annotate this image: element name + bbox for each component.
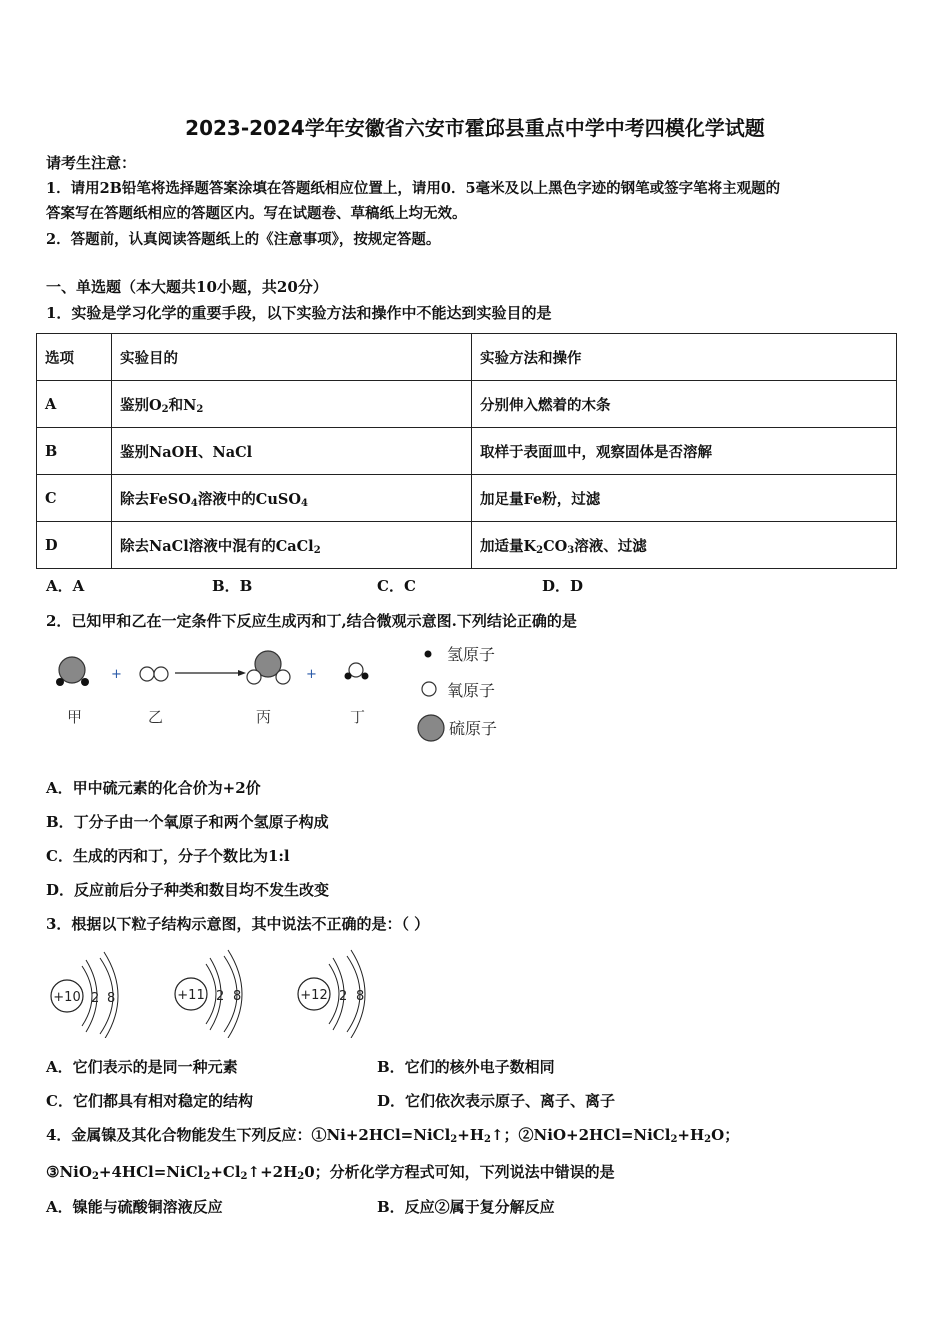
q2-option-b: B．丁分子由一个氧原子和两个氢原子构成	[46, 813, 329, 831]
molecule-ding	[345, 663, 369, 680]
plus-sign: +	[111, 667, 122, 682]
table-row	[37, 381, 897, 428]
q3-option-a: A．它们表示的是同一种元素	[46, 1058, 238, 1076]
oxygen-atom-icon	[276, 670, 290, 684]
electrons-shell-2: 8	[356, 989, 365, 1004]
q4-stem-line-1: 4．金属镍及其化合物能发生下列反应：$①Ni+2HCl=NiCl_2+H_2↑$；$②NiO+2HCl=NiCl_2+H_2O$；	[46, 1126, 740, 1145]
row-option: D	[37, 522, 112, 569]
legend-hydrogen-icon	[425, 651, 432, 658]
legend-oxygen-label: 氧原子	[447, 681, 496, 700]
q1-stem: 1．实验是学习化学的重要手段，以下实验方法和操作中不能达到实验目的是	[46, 304, 552, 322]
legend-sulfur-icon	[418, 715, 444, 741]
q4-stem-line-2: $③NiO_2+4HCl=NiCl_2+Cl_2↑+2H_20$；分析化学方程式可知，下列说法中错误的是	[46, 1163, 615, 1182]
legend-hydrogen-label: 氢原子	[447, 645, 496, 664]
notice-line-2: 答案写在答题纸相应的答题区内。写在试题卷、草稿纸上均无效。	[46, 205, 467, 222]
row-aim: 除去NaCl溶液中混有的CaCl$_2$	[112, 522, 472, 569]
table-header: 实验目的	[112, 334, 472, 381]
notice-line-3: 2．答题前，认真阅读答题纸上的《注意事项》，按规定答题。	[46, 231, 441, 248]
page-title: 2023-2024学年安徽省六安市霍邱县重点中学中考四模化学试题	[185, 116, 765, 140]
reaction-diagram	[40, 640, 520, 750]
label-jia: 甲	[67, 708, 83, 726]
table-row	[37, 428, 897, 475]
q3-option-c: C．它们都具有相对稳定的结构	[46, 1092, 253, 1110]
row-method: 加足量Fe粉，过滤	[472, 475, 897, 522]
nucleus-charge: +10	[53, 990, 81, 1005]
q3-stem: 3．根据以下粒子结构示意图，其中说法不正确的是：（ ）	[46, 915, 430, 933]
molecule-bing	[247, 651, 290, 684]
q4-option-a: A．镍能与硫酸铜溶液反应	[46, 1198, 223, 1216]
plus-sign: +	[306, 667, 317, 682]
notice-heading: 请考生注意：	[46, 154, 137, 172]
sulfur-atom-icon	[59, 657, 85, 683]
ion-structure-1	[51, 952, 118, 1038]
electrons-shell-1: 2	[339, 989, 348, 1004]
hydrogen-atom-icon	[345, 673, 352, 680]
q3-option-b: B．它们的核外电子数相同	[377, 1058, 555, 1076]
q1-option-b: B．B	[212, 577, 253, 595]
row-option: B	[37, 428, 112, 475]
hydrogen-atom-icon	[81, 678, 89, 686]
section-heading: 一、单选题（本大题共10小题，共20分）	[46, 278, 328, 296]
row-method: 取样于表面皿中，观察固体是否溶解	[472, 428, 897, 475]
ion-structure-3	[298, 950, 365, 1038]
row-aim: 鉴别NaOH、NaCl	[112, 428, 472, 475]
q1-option-c: C．C	[377, 577, 416, 595]
electrons-shell-1: 2	[216, 989, 225, 1004]
label-yi: 乙	[148, 708, 164, 726]
hydrogen-atom-icon	[362, 673, 369, 680]
table-header: 实验方法和操作	[472, 334, 897, 381]
nucleus-charge: +11	[177, 988, 205, 1003]
nucleus-charge: +12	[300, 988, 328, 1003]
q2-stem: 2．已知甲和乙在一定条件下反应生成丙和丁,结合微观示意图.下列结论正确的是	[46, 612, 577, 630]
q3-option-d: D．它们依次表示原子、离子、离子	[377, 1092, 616, 1110]
ion-structure-2	[175, 950, 242, 1038]
row-option: C	[37, 475, 112, 522]
table-header: 选项	[37, 334, 112, 381]
row-method: 加适量$K_2CO_3$溶液、过滤	[472, 522, 897, 569]
q2-option-a: A．甲中硫元素的化合价为+2价	[46, 779, 261, 797]
row-option: A	[37, 381, 112, 428]
molecule-jia	[56, 657, 89, 686]
molecule-yi	[140, 667, 168, 681]
electrons-shell-2: 8	[107, 991, 116, 1006]
table-header-row	[37, 334, 897, 381]
q2-option-d: D．反应前后分子种类和数目均不发生改变	[46, 881, 330, 899]
q4-option-b: B．反应②属于复分解反应	[377, 1198, 555, 1216]
q1-option-d: D．D	[542, 577, 584, 595]
oxygen-atom-icon	[154, 667, 168, 681]
label-ding: 丁	[350, 708, 366, 726]
label-bing: 丙	[256, 708, 272, 726]
oxygen-atom-icon	[140, 667, 154, 681]
legend-sulfur-label: 硫原子	[449, 719, 498, 738]
electrons-shell-2: 8	[233, 989, 242, 1004]
oxygen-atom-icon	[247, 670, 261, 684]
ion-structure-diagrams	[40, 948, 380, 1038]
legend-oxygen-icon	[422, 682, 436, 696]
q1-table	[36, 333, 897, 569]
q2-option-c: C．生成的丙和丁，分子个数比为1:l	[46, 847, 290, 865]
table-row	[37, 475, 897, 522]
row-aim: 除去FeSO$_4$溶液中的CuSO$_4$	[112, 475, 472, 522]
table-row	[37, 522, 897, 569]
row-method: 分别伸入燃着的木条	[472, 381, 897, 428]
electrons-shell-1: 2	[91, 991, 100, 1006]
arrowhead-icon	[238, 670, 246, 676]
q1-option-a: A．A	[46, 577, 85, 595]
notice-line-1: 1．请用2B铅笔将选择题答案涂填在答题纸相应位置上，请用0．5毫米及以上黑色字迹的钢笔或签字笔将主观题的	[46, 180, 781, 197]
hydrogen-atom-icon	[56, 678, 64, 686]
row-aim: 鉴别$O_2$和$N_2$	[112, 381, 472, 428]
